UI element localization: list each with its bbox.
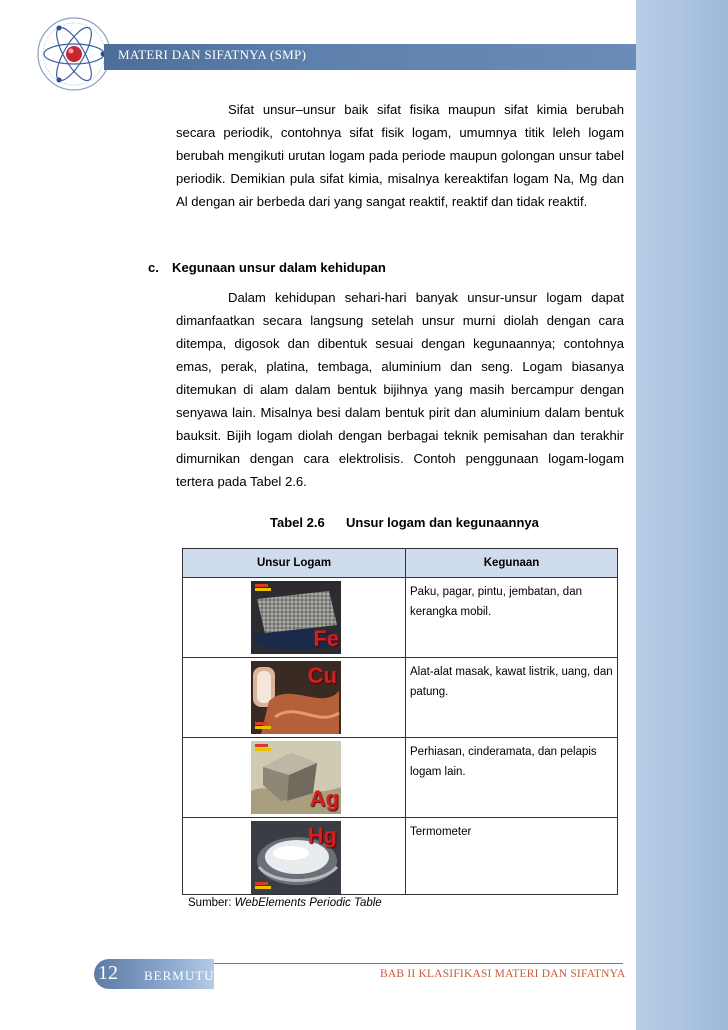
header-title: MATERI DAN SIFATNYA (SMP) (118, 47, 307, 62)
metal-symbol-label: Hg (307, 823, 337, 848)
table-row (183, 658, 618, 738)
paragraph-text: Dalam kehidupan sehari-hari banyak unsur-unsur logam dapat dimanfaatkan secara langsung setelah unsur murni diolah dengan cara ditempa, digosok dan dibentuk sesuai dengan kegunaannya; contohnya emas, perak, platina, tembaga, aluminium dan seng. Logam biasanya ditemukan di alam dalam bentuk bijihnya yang masih bercampur dengan senyawa lain. Misalnya besi dalam bentuk pirit dan aluminium dalam bentuk bauksit. Bijih logam diolah dengan berbagai teknik pemisahan dan terakhir dimurnikan dengan cara elektrolisis. Contoh penggunaan logam-logam tertera pada Tabel 2.6. (176, 290, 624, 489)
metals-table (182, 548, 618, 895)
source-name: WebElements Periodic Table (234, 897, 382, 909)
atom-logo-icon (34, 14, 114, 94)
paragraph-text: Sifat unsur–unsur baik sifat fisika maupun sifat kimia berubah secara periodik, contohnya sifat fisik logam, umumnya titik leleh logam berubah mengikuti urutan logam pada periode maupun golongan unsur tabel periodik. Demikian pula sifat kimia, misalnya kereaktifan logam Na, Mg dan Al dengan air berbeda dari yang sangat reaktif, reaktif dan tidak reaktif. (176, 102, 624, 209)
section-title: Kegunaan unsur dalam kehidupan (172, 260, 386, 275)
metal-use: Perhiasan, cinderamata, dan pelapis logam lain. (406, 738, 618, 818)
metal-use: Alat-alat masak, kawat listrik, uang, dan patung. (406, 658, 618, 738)
table-caption-number: Tabel 2.6 (270, 515, 325, 530)
chapter-label: BAB II KLASIFIKASI MATERI DAN SIFATNYA (380, 968, 626, 980)
table-row (183, 578, 618, 658)
column-header-use: Kegunaan (406, 549, 618, 578)
paragraph-metal-uses (176, 286, 624, 493)
page-number: 12 (98, 962, 118, 984)
section-letter: c. (148, 260, 159, 275)
element-bar-icon (255, 882, 271, 890)
metal-symbol-label: Fe (313, 626, 339, 651)
metal-use: Paku, pagar, pintu, jembatan, dan kerangka mobil. (406, 578, 618, 658)
paragraph-periodic-properties (176, 98, 624, 213)
table-caption-title: Unsur logam dan kegunaannya (346, 515, 539, 530)
table-caption (270, 515, 539, 530)
metal-image-cell (183, 578, 406, 658)
source-label: Sumber: (188, 897, 232, 909)
metal-image-cell (183, 738, 406, 818)
metal-use: Termometer (406, 818, 618, 895)
table-row (183, 738, 618, 818)
metal-symbol-label: Cu (307, 663, 337, 688)
table-header-row (183, 549, 618, 578)
metal-image-cell (183, 818, 406, 895)
table-source (188, 897, 382, 909)
page-side-band (636, 0, 728, 1030)
element-bar-icon (255, 722, 271, 730)
footer-divider (205, 963, 623, 964)
table-row (183, 818, 618, 895)
section-heading (148, 260, 386, 275)
metal-image-cell (183, 658, 406, 738)
element-bar-icon (255, 584, 271, 592)
element-bar-icon (255, 744, 271, 752)
book-label: BERMUTU (144, 968, 215, 983)
column-header-metal: Unsur Logam (183, 549, 406, 578)
metal-symbol-label: Ag (309, 786, 339, 811)
